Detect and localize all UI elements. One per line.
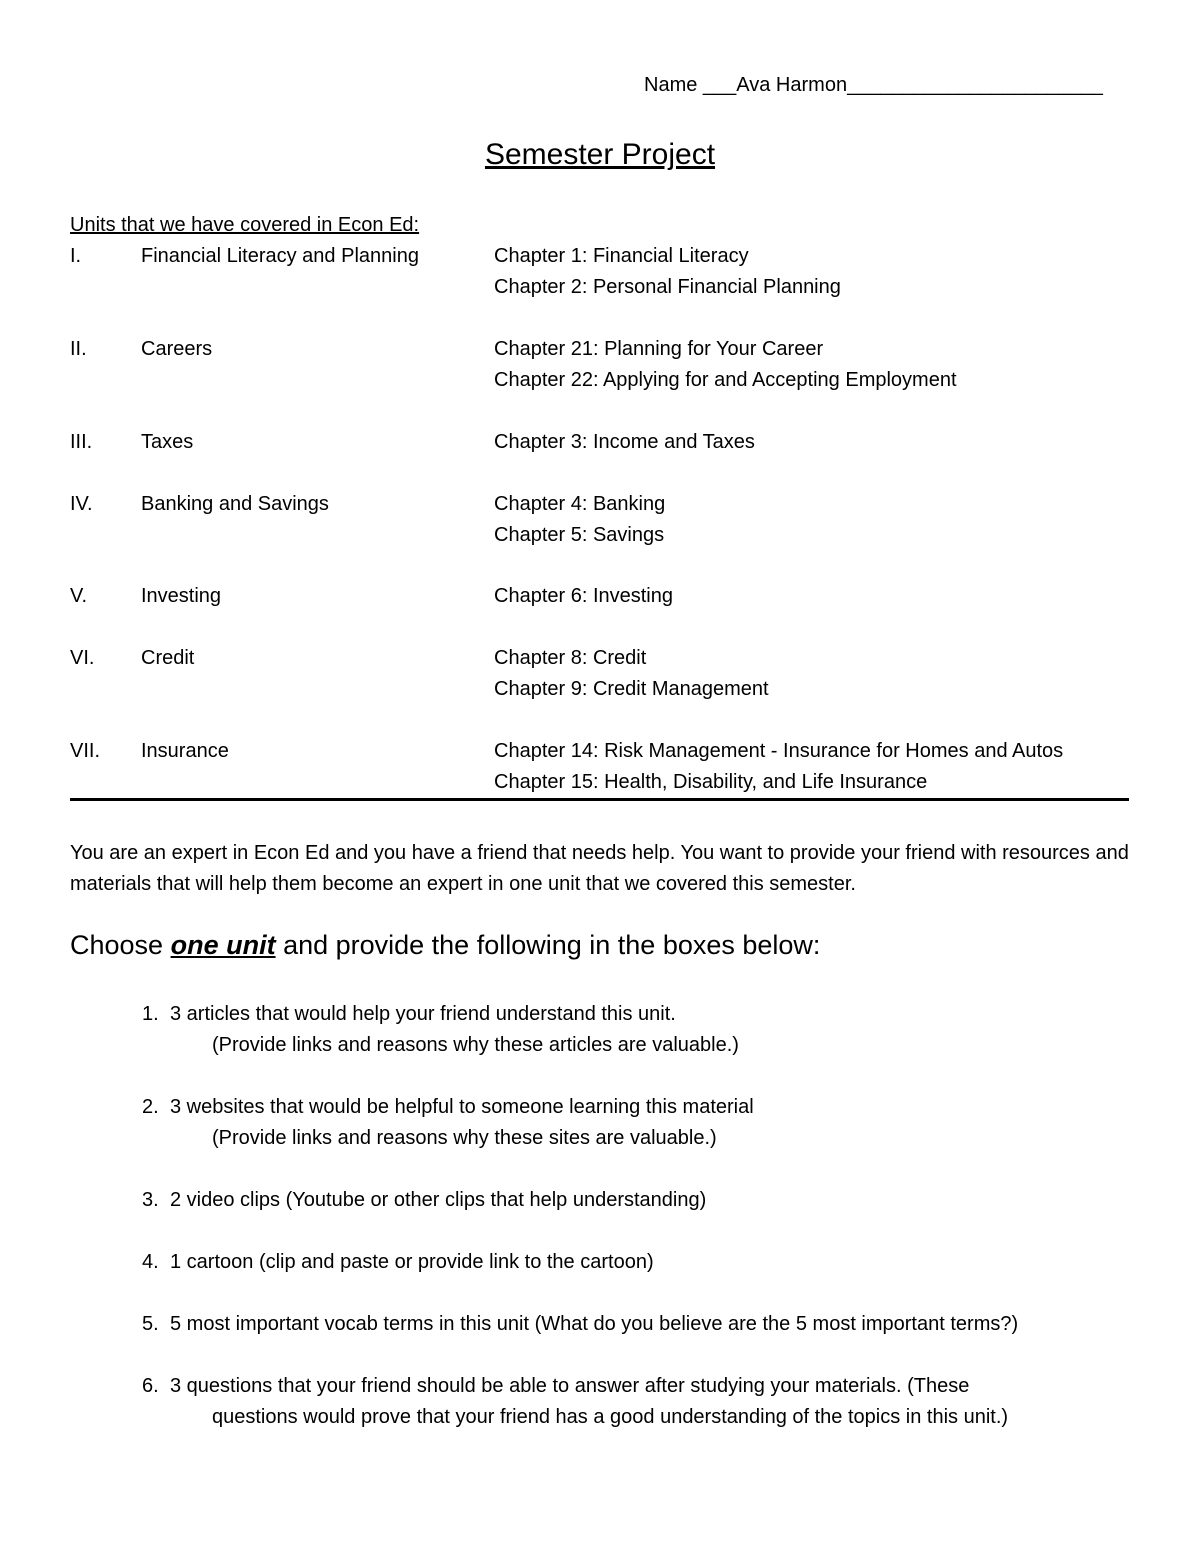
chapter-item: Chapter 2: Personal Financial Planning <box>494 276 841 298</box>
unit-number: V. <box>70 585 88 607</box>
list-item-number: 4. <box>142 1251 159 1273</box>
list-item-text: 5 most important vocab terms in this unit (What do you believe are the 5 most important terms?) <box>170 1313 1019 1335</box>
list-item-subtext: (Provide links and reasons why these articles are valuable.) <box>212 1034 739 1056</box>
list-item-number: 3. <box>142 1189 159 1211</box>
list-item-subtext: (Provide links and reasons why these sites are valuable.) <box>212 1127 717 1149</box>
list-item-number: 5. <box>142 1313 159 1335</box>
chapter-item: Chapter 22: Applying for and Accepting Employment <box>494 369 957 391</box>
student-name-line: Name ___Ava Harmon_______________________ <box>644 74 1103 96</box>
chapter-item: Chapter 5: Savings <box>494 524 665 546</box>
list-item-number: 2. <box>142 1096 159 1118</box>
chapter-item: Chapter 15: Health, Disability, and Life Insurance <box>494 771 928 793</box>
unit-name: Banking and Savings <box>141 493 329 515</box>
unit-name: Financial Literacy and Planning <box>141 245 419 267</box>
list-item-number: 6. <box>142 1375 159 1397</box>
list-item-text: 1 cartoon (clip and paste or provide link to the cartoon) <box>170 1251 654 1273</box>
intro-paragraph: You are an expert in Econ Ed and you have a friend that needs help. You want to provide your friend with resources and materials that will help them become an expert in one unit that we covered this semester. <box>70 842 1129 895</box>
list-item-text: 3 questions that your friend should be able to answer after studying your materials. (These <box>170 1375 970 1397</box>
instructions-heading-tail: and provide the following in the boxes below: <box>275 930 821 960</box>
unit-number: I. <box>70 245 82 267</box>
unit-number: VII. <box>70 740 101 762</box>
instructions-heading-lead: Choose <box>70 930 171 960</box>
unit-number: VI. <box>70 647 95 669</box>
section-divider <box>70 798 1129 801</box>
unit-number: III. <box>70 431 93 453</box>
list-item-text: 3 websites that would be helpful to someone learning this material <box>170 1096 754 1118</box>
unit-name: Investing <box>141 585 222 607</box>
chapter-item: Chapter 21: Planning for Your Career <box>494 338 824 360</box>
unit-name: Taxes <box>141 431 194 453</box>
list-item-number: 1. <box>142 1003 159 1025</box>
chapter-item: Chapter 8: Credit <box>494 647 647 669</box>
chapter-item: Chapter 14: Risk Management - Insurance for Homes and Autos <box>494 740 1064 762</box>
chapter-item: Chapter 1: Financial Literacy <box>494 245 749 267</box>
page-title: Semester Project <box>484 138 716 171</box>
chapter-item: Chapter 4: Banking <box>494 493 666 515</box>
unit-name: Insurance <box>141 740 229 762</box>
chapter-item: Chapter 3: Income and Taxes <box>494 431 755 453</box>
unit-number: IV. <box>70 493 93 515</box>
unit-name: Careers <box>141 338 213 360</box>
instructions-heading <box>70 930 820 961</box>
instructions-heading-emphasis: one unit <box>170 930 276 960</box>
list-item-text: 3 articles that would help your friend understand this unit. <box>170 1003 676 1025</box>
unit-name: Credit <box>141 647 195 669</box>
units-heading: Units that we have covered in Econ Ed: <box>70 214 420 236</box>
list-item-text: 2 video clips (Youtube or other clips that help understanding) <box>170 1189 707 1211</box>
chapter-item: Chapter 9: Credit Management <box>494 678 769 700</box>
list-item-subtext: questions would prove that your friend has a good understanding of the topics in this unit.) <box>212 1406 1009 1428</box>
unit-number: II. <box>70 338 87 360</box>
chapter-item: Chapter 6: Investing <box>494 585 673 607</box>
